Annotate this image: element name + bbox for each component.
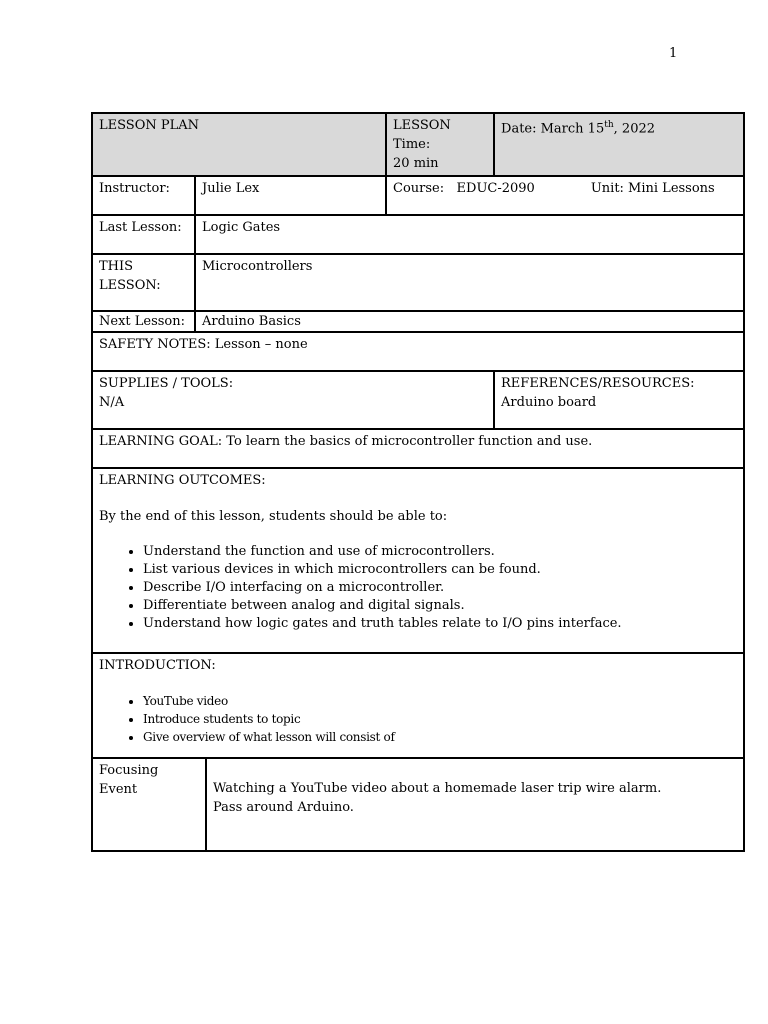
list-item: • Give overview of what lesson will consist of — [143, 728, 737, 746]
learning-goal: LEARNING GOAL: To learn the basics of microcontroller function and use. — [99, 434, 593, 449]
lesson-plan-header — [92, 113, 386, 176]
lesson-time-cell — [386, 113, 494, 176]
instructor-label-cell — [92, 176, 195, 215]
date-cell — [494, 113, 744, 176]
safety-notes-cell — [92, 332, 744, 371]
page-number: 1 — [669, 46, 678, 61]
focusing-event-label: Focusing Event — [99, 763, 159, 797]
safety-notes: SAFETY NOTES: Lesson – none — [99, 337, 308, 352]
references-cell — [494, 371, 744, 429]
supplies-cell — [92, 371, 494, 429]
lesson-plan-table — [91, 112, 745, 852]
this-lesson-label-line2: LESSON: — [99, 278, 161, 293]
this-lesson-value-cell — [195, 254, 744, 311]
next-lesson-value-cell — [195, 311, 744, 332]
last-lesson-value: Logic Gates — [202, 220, 281, 235]
list-item: • Introduce students to topic — [143, 710, 737, 728]
list-item: • Understand the function and use of microcontrollers. — [143, 543, 737, 561]
last-lesson-label: Last Lesson: — [99, 220, 182, 235]
next-lesson-label-cell — [92, 311, 195, 332]
focusing-event-label-cell — [92, 758, 206, 851]
learning-outcomes-list — [99, 543, 737, 633]
next-lesson-value: Arduino Basics — [202, 314, 301, 329]
lesson-time-label: LESSON Time: — [393, 118, 451, 152]
date-suffix: , 2022 — [613, 121, 656, 137]
list-item: • Describe I/O interfacing on a microcontroller. — [143, 579, 737, 597]
list-item: • YouTube video — [143, 692, 737, 710]
learning-outcomes-label: LEARNING OUTCOMES: — [99, 473, 266, 488]
focusing-event-value-cell — [206, 758, 744, 851]
lesson-time-value: 20 min — [393, 156, 439, 171]
this-lesson-label-cell — [92, 254, 195, 311]
list-item: • Differentiate between analog and digital signals. — [143, 597, 737, 615]
list-item: • List various devices in which microcontrollers can be found. — [143, 561, 737, 579]
introduction-label: INTRODUCTION: — [99, 658, 216, 673]
supplies-value: N/A — [99, 395, 125, 410]
course-value: EDUC-2090 — [456, 181, 535, 196]
lesson-plan-title: LESSON PLAN — [99, 118, 200, 133]
introduction-list — [99, 692, 737, 746]
this-lesson-value: Microcontrollers — [202, 259, 313, 274]
last-lesson-value-cell — [195, 215, 744, 254]
next-lesson-label: Next Lesson: — [99, 314, 186, 329]
this-lesson-label-line1: THIS — [99, 259, 134, 274]
instructor-value-cell — [195, 176, 386, 215]
focusing-event-line2: Pass around Arduino. — [213, 800, 354, 815]
learning-outcomes-cell — [92, 468, 744, 653]
focusing-event-line1: Watching a YouTube video about a homemade laser trip wire alarm. — [213, 781, 662, 796]
references-label: REFERENCES/RESOURCES: — [501, 376, 695, 391]
supplies-label: SUPPLIES / TOOLS: — [99, 376, 234, 391]
course-label: Course: — [393, 181, 445, 196]
instructor-label: Instructor: — [99, 181, 170, 196]
introduction-cell — [92, 653, 744, 758]
references-value: Arduino board — [501, 395, 597, 410]
date-prefix: Date: March 15 — [501, 121, 605, 137]
date-sup: th — [604, 120, 614, 130]
unit-value: Unit: Mini Lessons — [590, 181, 715, 196]
last-lesson-label-cell — [92, 215, 195, 254]
learning-outcomes-intro: By the end of this lesson, students should be able to: — [99, 509, 448, 524]
learning-goal-cell — [92, 429, 744, 468]
instructor-value: Julie Lex — [202, 181, 260, 196]
course-cell — [386, 176, 744, 215]
list-item: • Understand how logic gates and truth tables relate to I/O pins interface. — [143, 615, 737, 633]
